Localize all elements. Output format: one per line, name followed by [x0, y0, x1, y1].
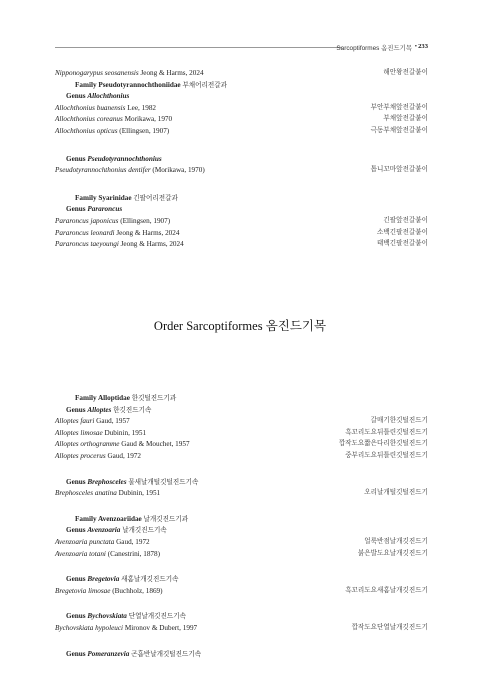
- family-korean: 한깃털진드기과: [131, 395, 177, 402]
- header-rule: [55, 47, 342, 48]
- species-entry: [55, 623, 428, 633]
- genus-label: Genus: [66, 612, 88, 621]
- species-name: Allochthonius buanensis: [55, 103, 126, 112]
- korean-name: 흑꼬리도요뒤틀린깃털진드기: [345, 428, 428, 436]
- species-author: Gaud, 1972: [116, 538, 150, 546]
- korean-name: 붉은발도요날개깃진드기: [357, 549, 428, 557]
- family-korean: 부채어리전갈과: [182, 81, 228, 89]
- species-name: Pseudotyrannochthonius dentifer: [55, 166, 151, 175]
- genus-name: Bregetovia: [87, 575, 120, 584]
- species-name: Allochthonius opticus: [55, 127, 118, 135]
- species-author: (Canestrini, 1878): [107, 549, 161, 558]
- genus-heading: [55, 154, 428, 164]
- genus-heading: [55, 525, 428, 535]
- species-entry: [55, 537, 428, 547]
- genus-name: Allochthonius: [87, 92, 130, 101]
- species-author: Dubinin, 1951: [104, 428, 147, 437]
- genus-heading: [55, 611, 428, 621]
- genus-label: Genus: [66, 477, 88, 486]
- korean-name: 극동부채앞전갈붙이: [370, 127, 428, 134]
- order-heading: Order Sarcoptiformes 옴진드기목: [153, 319, 327, 333]
- genus-heading: [55, 574, 428, 584]
- species-entry: [55, 586, 428, 596]
- genus-label: Genus: [66, 575, 88, 584]
- genus-label: Genus: [66, 405, 88, 414]
- genus-label: Genus: [66, 649, 88, 658]
- running-title: Sarcoptiformes 옴진드기목: [336, 45, 412, 52]
- species-entry: [55, 103, 428, 113]
- korean-name: 부안부채앞전갈붙이: [370, 103, 428, 111]
- family-heading: [55, 393, 428, 403]
- family-korean: 날개깃진드기과: [143, 515, 189, 523]
- species-entry: [55, 216, 428, 226]
- species-author: Jeong & Harms, 2024: [140, 69, 204, 77]
- species-name: Alloptes fauri: [55, 417, 95, 426]
- genus-korean: 한깃진드기속: [113, 406, 152, 414]
- species-author: Jeong & Harms, 2024: [116, 228, 180, 237]
- species-entry: [55, 439, 428, 449]
- korean-name: 소백긴팔전갈붙이: [377, 228, 428, 236]
- korean-name: 톱니꼬마앞전갈붙이: [370, 166, 428, 174]
- species-name: Allochthonius coreanus: [55, 115, 123, 124]
- species-name: Pararoncus leonardi: [55, 228, 115, 237]
- genus-korean: 곤흡반날개깃털진드기속: [131, 650, 202, 658]
- species-author: (Buchholz, 1869): [112, 586, 163, 595]
- running-header: [55, 43, 428, 53]
- genus-heading: [55, 477, 428, 487]
- species-author: Dubinin, 1951: [118, 489, 161, 498]
- species-entry: [55, 165, 428, 175]
- genus-name: Avenzoaria: [87, 526, 121, 535]
- species-name: Avenzoaria totani: [55, 549, 106, 558]
- genus-name: Bychovskiata: [87, 612, 127, 621]
- species-name: Alloptes limosae: [55, 428, 103, 437]
- genus-heading: [55, 91, 428, 101]
- species-entry: [55, 126, 428, 136]
- species-entry: [55, 451, 428, 461]
- genus-korean: 단열날개깃진드기속: [128, 613, 187, 621]
- korean-name: 갈매기한깃털진드기: [370, 417, 428, 425]
- species-author: (Ellingsen, 1907): [119, 127, 170, 135]
- species-author: Gaud, 1972: [107, 452, 141, 460]
- genus-label: Genus: [66, 526, 88, 535]
- genus-heading: [55, 204, 428, 214]
- species-author: Gaud, 1957: [96, 417, 130, 426]
- species-entry: [55, 228, 428, 238]
- korean-name: 긴팔앞전갈붙이: [383, 217, 428, 224]
- family-name: Family Syarinidae: [75, 193, 132, 202]
- species-name: Alloptes orthogramme: [55, 440, 120, 449]
- family-name: Family Pseudotyrannochthoniidae: [75, 80, 181, 89]
- header-bullet: •: [414, 43, 417, 50]
- species-entry: [55, 416, 428, 426]
- species-author: (Ellingsen, 1907): [120, 217, 171, 225]
- species-name: Bregetovia limosae: [55, 586, 111, 595]
- genus-heading: [55, 649, 428, 659]
- korean-name: 해안왕전갈붙이: [383, 69, 428, 76]
- species-name: Bychovskiata hypoleuci: [55, 624, 124, 632]
- korean-name: 깝작도요짧은다리한깃털진드기: [338, 440, 428, 448]
- genus-name: Pomeranzevia: [87, 649, 130, 658]
- genus-korean: 물새날개털깃털진드기속: [128, 478, 199, 486]
- species-name: Brephosceles anatina: [55, 489, 117, 498]
- genus-name: Pseudotyrannochthonius: [87, 154, 162, 163]
- family-korean: 긴팔어리전갈과: [133, 194, 178, 202]
- korean-name: 부채앞전갈붙이: [383, 115, 428, 123]
- korean-name: 태백긴팔전갈붙이: [377, 240, 428, 248]
- species-author: Mironov & Dubert, 1997: [124, 624, 198, 632]
- genus-label: Genus: [66, 205, 88, 214]
- genus-label: Genus: [66, 92, 88, 101]
- species-name: Alloptes procerus: [55, 452, 106, 460]
- family-heading: [55, 193, 428, 203]
- species-author: Jeong & Harms, 2024: [120, 240, 184, 249]
- species-author: (Morikawa, 1970): [152, 166, 205, 175]
- species-name: Pararoncus japonicus: [55, 217, 119, 225]
- family-name: Family Avenzoariidae: [75, 514, 142, 523]
- species-entry: [55, 68, 428, 78]
- genus-name: Brephosceles: [87, 477, 127, 486]
- genus-korean: 새홈날개깃진드기속: [121, 576, 179, 584]
- species-entry: [55, 239, 428, 249]
- korean-name: 얼룩반점날개깃진드기: [364, 538, 428, 545]
- family-heading: [55, 80, 428, 90]
- species-author: Gaud & Mouchet, 1957: [121, 440, 190, 449]
- genus-label: Genus: [66, 154, 88, 163]
- species-name: Avenzoaria punctata: [55, 538, 115, 546]
- species-author: Morikawa, 1970: [124, 115, 173, 124]
- family-name: Family Alloptidae: [75, 394, 130, 402]
- species-name: Pararoncus taeyoungi: [55, 240, 119, 249]
- genus-name: Alloptes: [87, 405, 112, 414]
- korean-name: 깝작도요단열날개깃진드기: [351, 624, 428, 631]
- species-entry: [55, 428, 428, 438]
- genus-heading: [55, 405, 428, 415]
- korean-name: 오리날개털깃털진드기: [364, 489, 428, 497]
- korean-name: 흑꼬리도요새홈날개깃진드기: [345, 586, 428, 594]
- family-heading: [55, 514, 428, 524]
- genus-name: Pararoncus: [87, 205, 123, 214]
- korean-name: 중부리도요뒤틀린깃털진드기: [345, 452, 428, 459]
- page-number: 233: [418, 43, 428, 50]
- species-name: Nipponogarypus seosanensis: [55, 69, 139, 77]
- species-entry: [55, 549, 428, 559]
- species-author: Lee, 1982: [127, 103, 157, 112]
- genus-korean: 날개깃진드기속: [122, 527, 167, 535]
- species-entry: [55, 488, 428, 498]
- species-entry: [55, 114, 428, 124]
